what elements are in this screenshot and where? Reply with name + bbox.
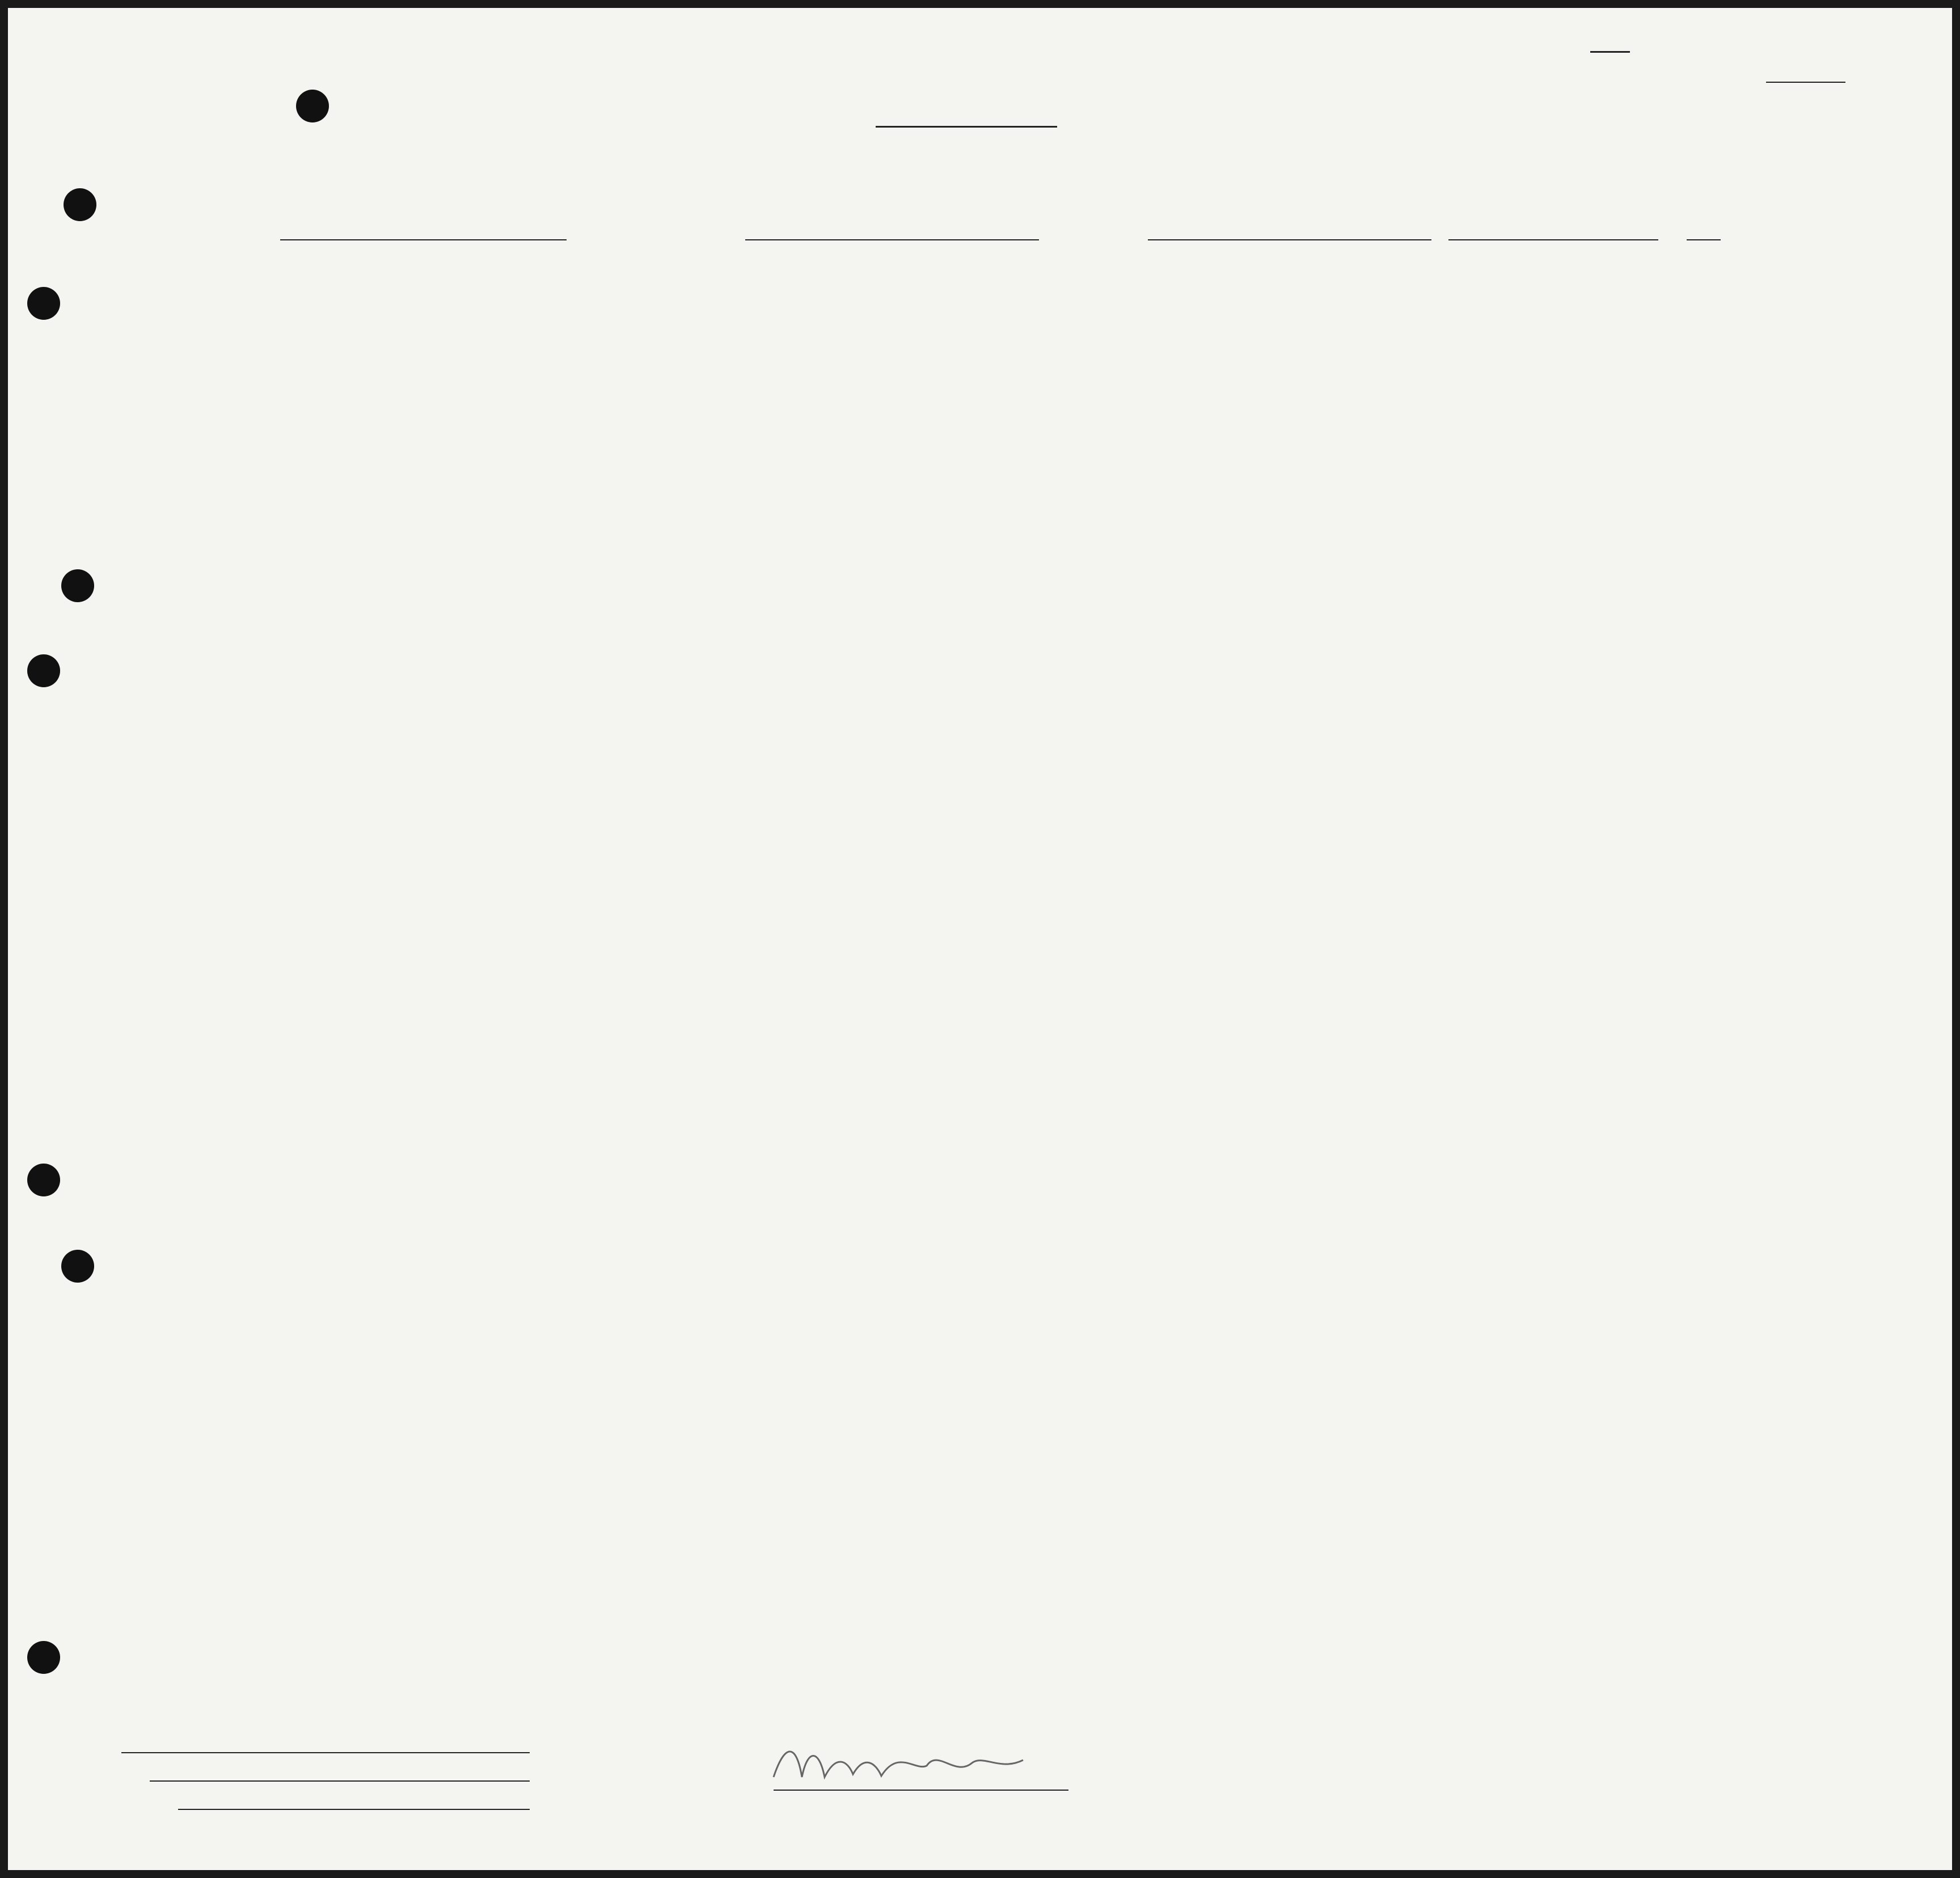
agents-underline [178, 1809, 530, 1810]
inspector-signature [768, 1732, 1040, 1794]
table-grid-lines [8, 8, 1952, 1870]
inspector-underline [774, 1790, 1068, 1791]
manifest-table [8, 8, 1952, 1870]
manifest-sheet [8, 8, 1952, 1870]
owners-underline [150, 1780, 530, 1782]
line-underline [121, 1752, 530, 1753]
